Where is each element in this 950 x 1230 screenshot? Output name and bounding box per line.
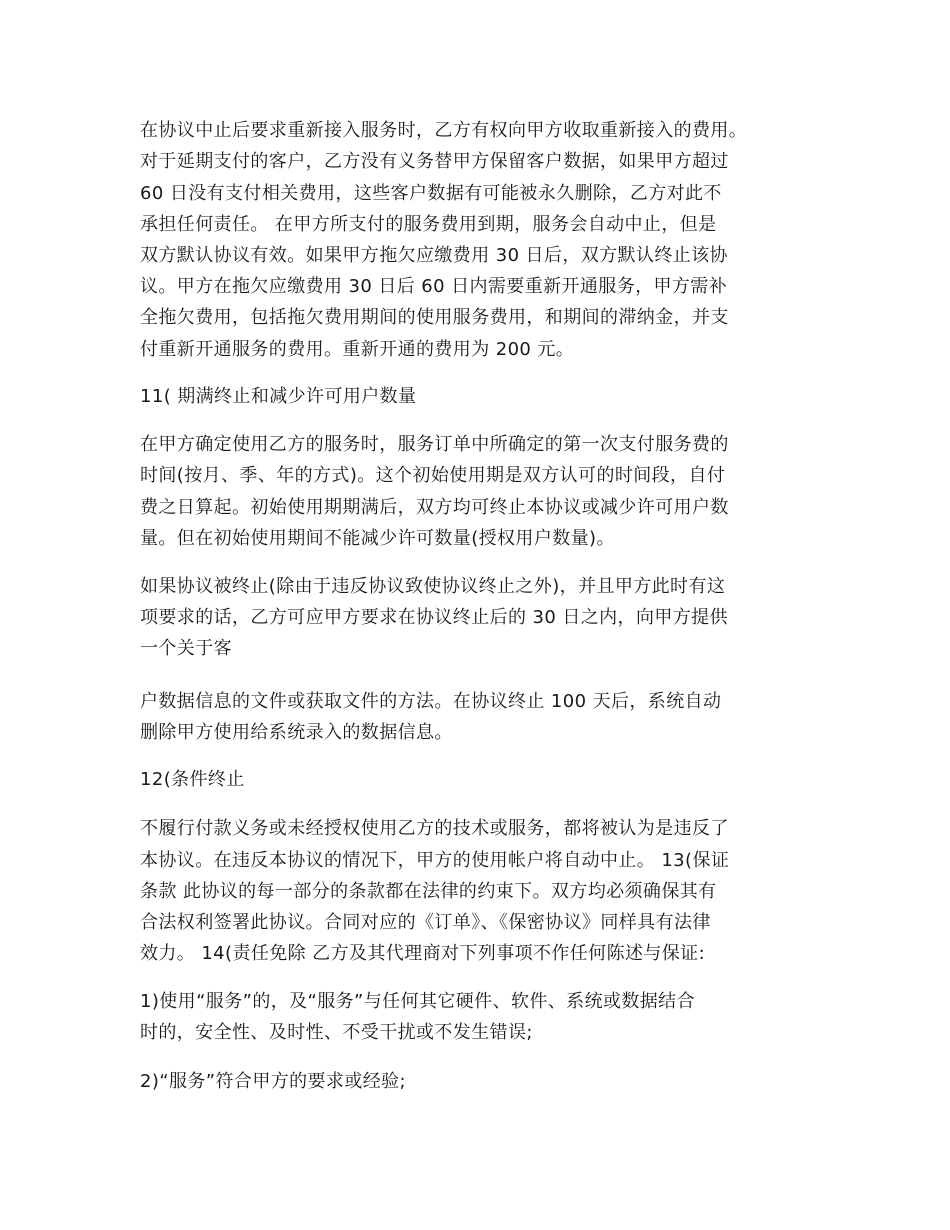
- section-heading: 11( 期满终止和减少许可用户数量: [140, 386, 417, 407]
- text-line: 全拖欠费用，包括拖欠费用期间的使用服务费用，和期间的滞纳金，并支: [140, 307, 729, 328]
- text-line: 在甲方确定使用乙方的服务时，服务订单中所确定的第一次支付服务费的: [140, 434, 729, 455]
- text-line: 项要求的话，乙方可应甲方要求在协议终止后的 30 日之内，向甲方提供: [140, 607, 728, 628]
- text-line: 时的，安全性、及时性、不受干扰或不发生错误;: [140, 1022, 533, 1043]
- text-line: 承担任何责任。 在甲方所支付的服务费用到期，服务会自动中止，但是: [140, 214, 717, 235]
- text-line: 不履行付款义务或未经授权使用乙方的技术或服务，都将被认为是违反了: [140, 818, 729, 839]
- text-line: 议。甲方在拖欠应缴费用 30 日后 60 日内需要重新开通服务，甲方需补: [140, 276, 728, 297]
- text-line: 双方默认协议有效。如果甲方拖欠应缴费用 30 日后，双方默认终止该协: [140, 245, 728, 266]
- text-line: 如果协议被终止(除由于违反协议致使协议终止之外)，并且甲方此时有这: [140, 576, 726, 597]
- text-line: 量。但在初始使用期间不能减少许可数量(授权用户数量)。: [140, 528, 615, 549]
- text-line: 户数据信息的文件或获取文件的方法。在协议终止 100 天后，系统自动: [140, 691, 722, 712]
- text-line: 在协议中止后要求重新接入服务时，乙方有权向甲方收取重新接入的费用。: [140, 120, 748, 141]
- text-line: 合法权利签署此协议。合同对应的《订单》、《保密协议》同样具有法律: [140, 912, 711, 933]
- text-line: 本协议。在违反本协议的情况下，甲方的使用帐户将自动中止。 13(保证: [140, 850, 730, 871]
- text-line: 60 日没有支付相关费用，这些客户数据有可能被永久删除，乙方对此不: [140, 183, 722, 204]
- text-line: 条款 此协议的每一部分的条款都在法律的约束下。双方均必须确保其有: [140, 881, 717, 902]
- section-heading: 12(条件终止: [140, 769, 245, 790]
- text-line: 效力。 14(责任免除 乙方及其代理商对下列事项不作任何陈述与保证:: [140, 943, 706, 964]
- text-line: 费之日算起。初始使用期期满后，双方均可终止本协议或减少许可用户数: [140, 497, 729, 518]
- list-item: 2)“服务”符合甲方的要求或经验;: [140, 1071, 406, 1092]
- text-line: 对于延期支付的客户，乙方没有义务替甲方保留客户数据，如果甲方超过: [140, 151, 729, 172]
- text-line: 时间(按月、季、年的方式)。这个初始使用期是双方认可的时间段，自付: [140, 465, 726, 486]
- text-line: 删除甲方使用给系统录入的数据信息。: [140, 722, 453, 743]
- text-line: 付重新开通服务的费用。重新开通的费用为 200 元。: [140, 339, 575, 360]
- list-item: 1)使用“服务”的，及“服务”与任何其它硬件、软件、系统或数据结合: [140, 991, 695, 1012]
- text-line: 一个关于客: [140, 638, 232, 659]
